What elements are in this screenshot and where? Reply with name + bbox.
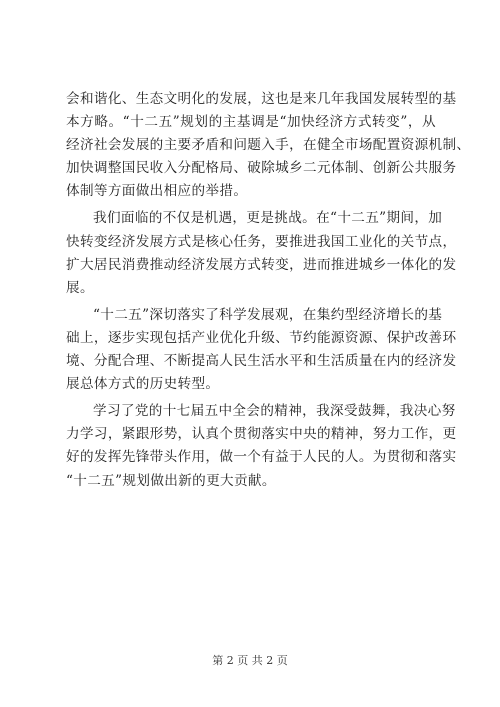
text-line: 境、分配合理、不断提高人民生活水平和生活质量在内的经济发 xyxy=(66,353,457,370)
text-line: 经济社会发展的主要矛盾和问题入手，在健全市场配置资源机制、 xyxy=(66,137,471,154)
text-line: 本方略。“十二五”规划的主基调是“加快经济方式转变”，从 xyxy=(66,114,436,131)
text-line: 力学习，紧跟形势，认真个贯彻落实中央的精神，努力工作，更 xyxy=(66,426,457,443)
paragraph-3 xyxy=(66,304,457,396)
text-line: 础上，逐步实现包括产业优化升级、节约能源资源、保护改善环 xyxy=(66,329,457,346)
paragraph-2 xyxy=(66,207,457,299)
text-line: 好的发挥先锋带头作用，做一个有益于人民的人。为贯彻和落实 xyxy=(66,449,457,466)
paragraph-1 xyxy=(66,88,471,203)
text-line: 扩大居民消费推动经济发展方式转变，进而推进城乡一体化的发 xyxy=(66,256,457,273)
text-line: 学习了党的十七届五中全会的精神，我深受鼓舞，我决心努 xyxy=(93,403,456,420)
page-number-footer: 第 2 页 共 2 页 xyxy=(212,654,288,667)
text-line: 展。 xyxy=(66,279,94,296)
text-line: 展总体方式的历史转型。 xyxy=(66,376,220,393)
text-line: 会和谐化、生态文明化的发展，这也是来几年我国发展转型的基 xyxy=(66,91,457,107)
text-line: 加快调整国民收入分配格局、破除城乡二元体制、创新公共服务 xyxy=(66,160,457,177)
text-line: 体制等方面做出相应的举措。 xyxy=(66,183,248,200)
paragraph-4 xyxy=(66,400,457,492)
text-line: 快转变经济发展方式是核心任务，要推进我国工业化的关节点， xyxy=(66,233,457,250)
text-line: “十二五”深切落实了科学发展观，在集约型经济增长的基 xyxy=(93,306,443,323)
text-line: 我们面临的不仅是机遇，更是挑战。在“十二五”期间，加 xyxy=(93,210,443,227)
text-line: “十二五”规划做出新的更大贡献。 xyxy=(66,472,276,489)
document-body xyxy=(66,88,471,493)
